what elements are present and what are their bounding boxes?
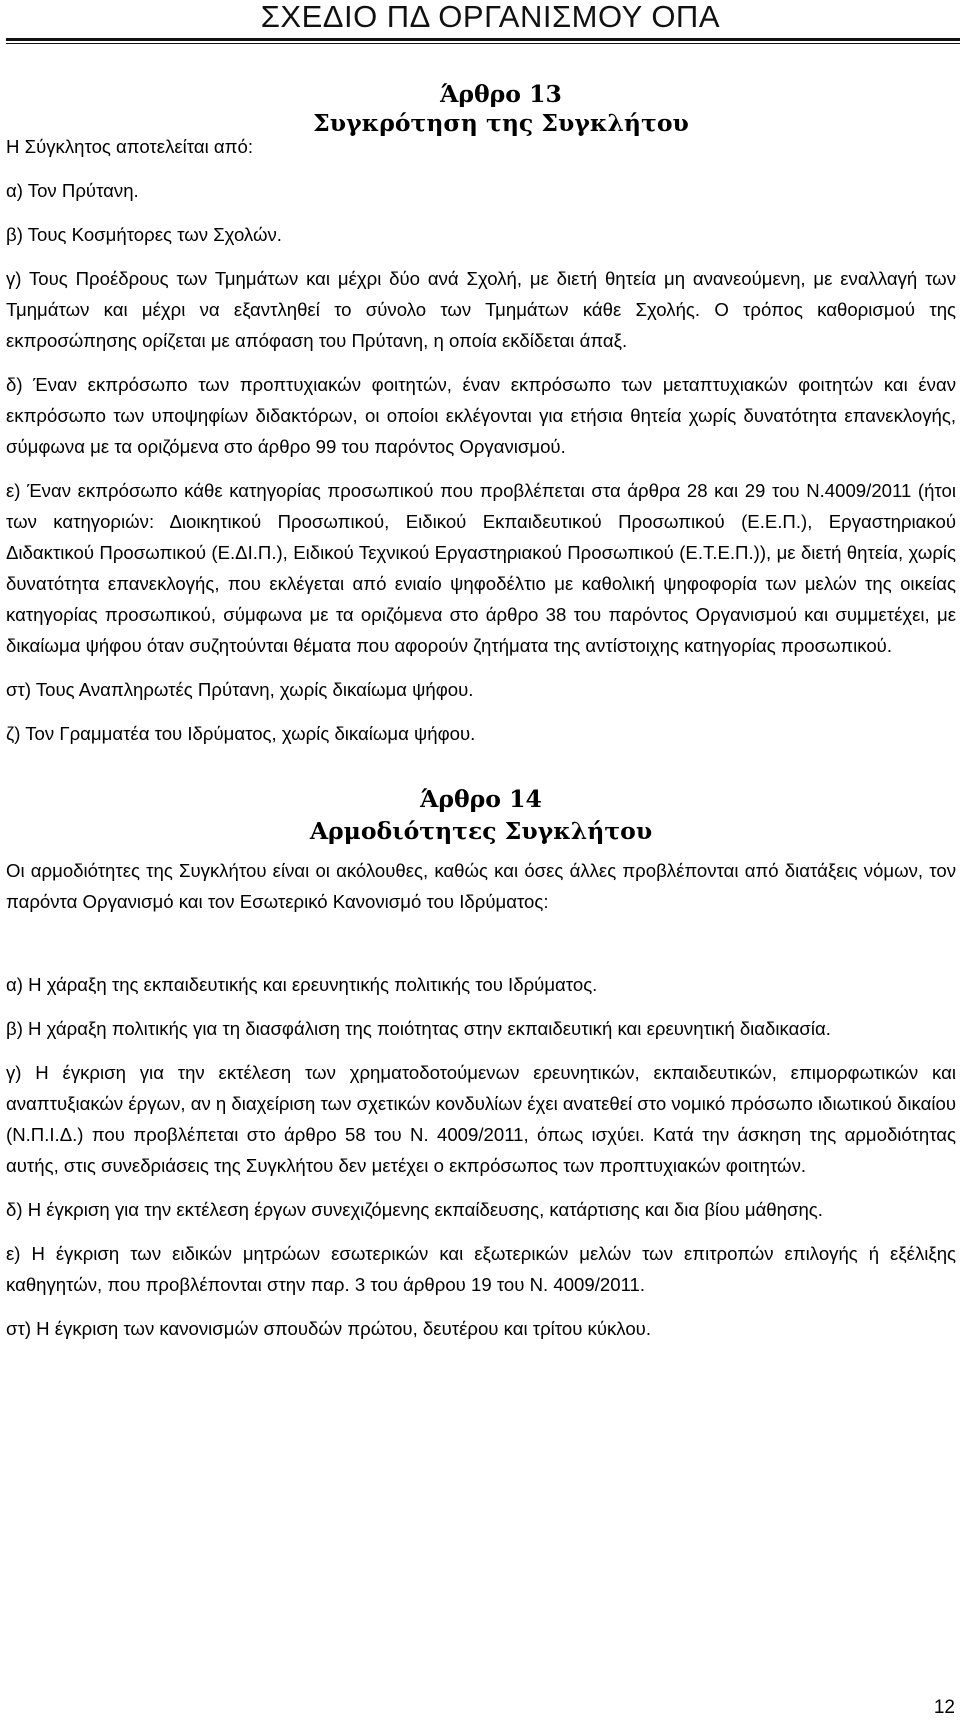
- article-13-item-a: α) Τον Πρύτανη.: [6, 180, 139, 201]
- article-13-title: Συγκρότηση της Συγκλήτου: [313, 109, 689, 137]
- article-14-item-d: δ) Η έγκριση για την εκτέλεση έργων συνεχιζόμενης εκπαίδευσης, κατάρτισης και δια βίου μάθησης.: [6, 1199, 823, 1220]
- article-14: [6, 783, 956, 1344]
- article-14-intro: Οι αρμοδιότητες της Συγκλήτου είναι οι ακόλουθες, καθώς και όσες άλλες προβλέπονται από διατάξεις νόμων, τον παρόντα Οργανισμό και τον Εσωτερικό Κανονισμό του Ιδρύματος:: [6, 860, 956, 912]
- article-14-item-a: α) Η χάραξη της εκπαιδευτικής και ερευνητικής πολιτικής του Ιδρύματος.: [6, 974, 598, 995]
- article-13-item-st: στ) Τους Αναπληρωτές Πρύτανη, χωρίς δικαίωμα ψήφου.: [6, 679, 474, 700]
- article-13-item-c: γ) Τους Προέδρους των Τμημάτων και μέχρι δύο ανά Σχολή, με διετή θητεία μη ανανεούμενη, με εναλλαγή των Τμημάτων και μέχρι να εξαντληθεί το σύνολο των Τμημάτων κάθε Σχολής. Ο τρόπος καθορισμού της εκπροσώπησης ορίζεται με απόφαση του Πρύτανη, η οποία εκδίδεται άπαξ.: [6, 268, 956, 351]
- article-13-item-d: δ) Έναν εκπρόσωπο των προπτυχιακών φοιτητών, έναν εκπρόσωπο των μεταπτυχιακών φοιτητών και έναν εκπρόσωπο των υποψηφίων διδακτόρων, οι οποίοι εκλέγονται για ετήσια θητεία χωρίς δυνατότητα επανεκλογής, σύμφωνα με τα οριζόμενα στο άρθρο 99 του παρόντος Οργανισμού.: [6, 374, 956, 457]
- article-14-item-c: γ) Η έγκριση για την εκτέλεση των χρηματοδοτούμενων ερευνητικών, εκπαιδευτικών, επιμορφωτικών και αναπτυξιακών έργων, αν η διαχείριση των σχετικών κονδυλίων έχει ανατεθεί στο νομικό πρόσωπο ιδιωτικού δικαίου (Ν.Π.Ι.Δ.) που προβλέπεται στο άρθρο 58 του Ν. 4009/2011, όπως ισχύει. Κατά την άσκηση της αρμοδιότητας αυτής, στις συνεδριάσεις της Συγκλήτου δεν μετέχει ο εκπρόσωπος των προπτυχιακών φοιτητών.: [6, 1062, 956, 1176]
- page-number: 12: [933, 1697, 955, 1718]
- article-13-item-e: ε) Έναν εκπρόσωπο κάθε κατηγορίας προσωπικού που προβλέπεται στα άρθρα 28 και 29 του Ν.4009/2011 (ήτοι των κατηγοριών: Διοικητικού Προσωπικού, Ειδικού Εκπαιδευτικού Προσωπικού (Ε.Ε.Π.), Εργαστηριακού Διδακτικού Προσωπικού (Ε.ΔΙ.Π.), Ειδικού Τεχνικού Εργαστηριακού Προσωπικού (Ε.Τ.Ε.Π.)), με διετή θητεία, χωρίς δυνατότητα επανεκλογής, που εκλέγεται από ενιαίο ψηφοδέλτιο με καθολική ψηφοφορία των μελών της οικείας κατηγορίας προσωπικού, σύμφωνα με τα οριζόμενα στο άρθρο 38 του παρόντος Οργανισμού και συμμετέχει, με δικαίωμα ψήφου όταν συζητούνται θέματα που αφορούν ζητήματα της αντίστοιχης κατηγορίας προσωπικού.: [6, 480, 956, 656]
- header-rule-thin: [6, 43, 960, 44]
- article-14-title: Αρμοδιότητες Συγκλήτου: [309, 817, 653, 845]
- article-13-item-b: β) Τους Κοσμήτορες των Σχολών.: [6, 224, 282, 245]
- article-13: [6, 78, 956, 749]
- article-14-item-b: β) Η χάραξη πολιτικής για τη διασφάλιση της ποιότητας στην εκπαιδευτική και ερευνητική διαδικασία.: [6, 1018, 831, 1039]
- header-rule: [6, 38, 960, 41]
- article-13-intro: Η Σύγκλητος αποτελείται από:: [6, 136, 253, 157]
- article-13-item-z: ζ) Τον Γραμματέα του Ιδρύματος, χωρίς δικαίωμα ψήφου.: [6, 723, 476, 744]
- article-14-number: Άρθρο 14: [420, 785, 542, 813]
- document-header-title: ΣΧΕΔΙΟ ΠΔ ΟΡΓΑΝΙΣΜΟΥ ΟΠΑ: [260, 0, 720, 34]
- article-13-number: Άρθρο 13: [440, 80, 562, 108]
- article-14-item-e: ε) Η έγκριση των ειδικών μητρώων εσωτερικών και εξωτερικών μελών των επιτροπών επιλογής ή εξέλιξης καθηγητών, που προβλέπονται στην παρ. 3 του άρθρου 19 του Ν. 4009/2011.: [6, 1243, 956, 1295]
- article-14-item-st: στ) Η έγκριση των κανονισμών σπουδών πρώτου, δευτέρου και τρίτου κύκλου.: [6, 1318, 651, 1339]
- document-body: [6, 78, 956, 1344]
